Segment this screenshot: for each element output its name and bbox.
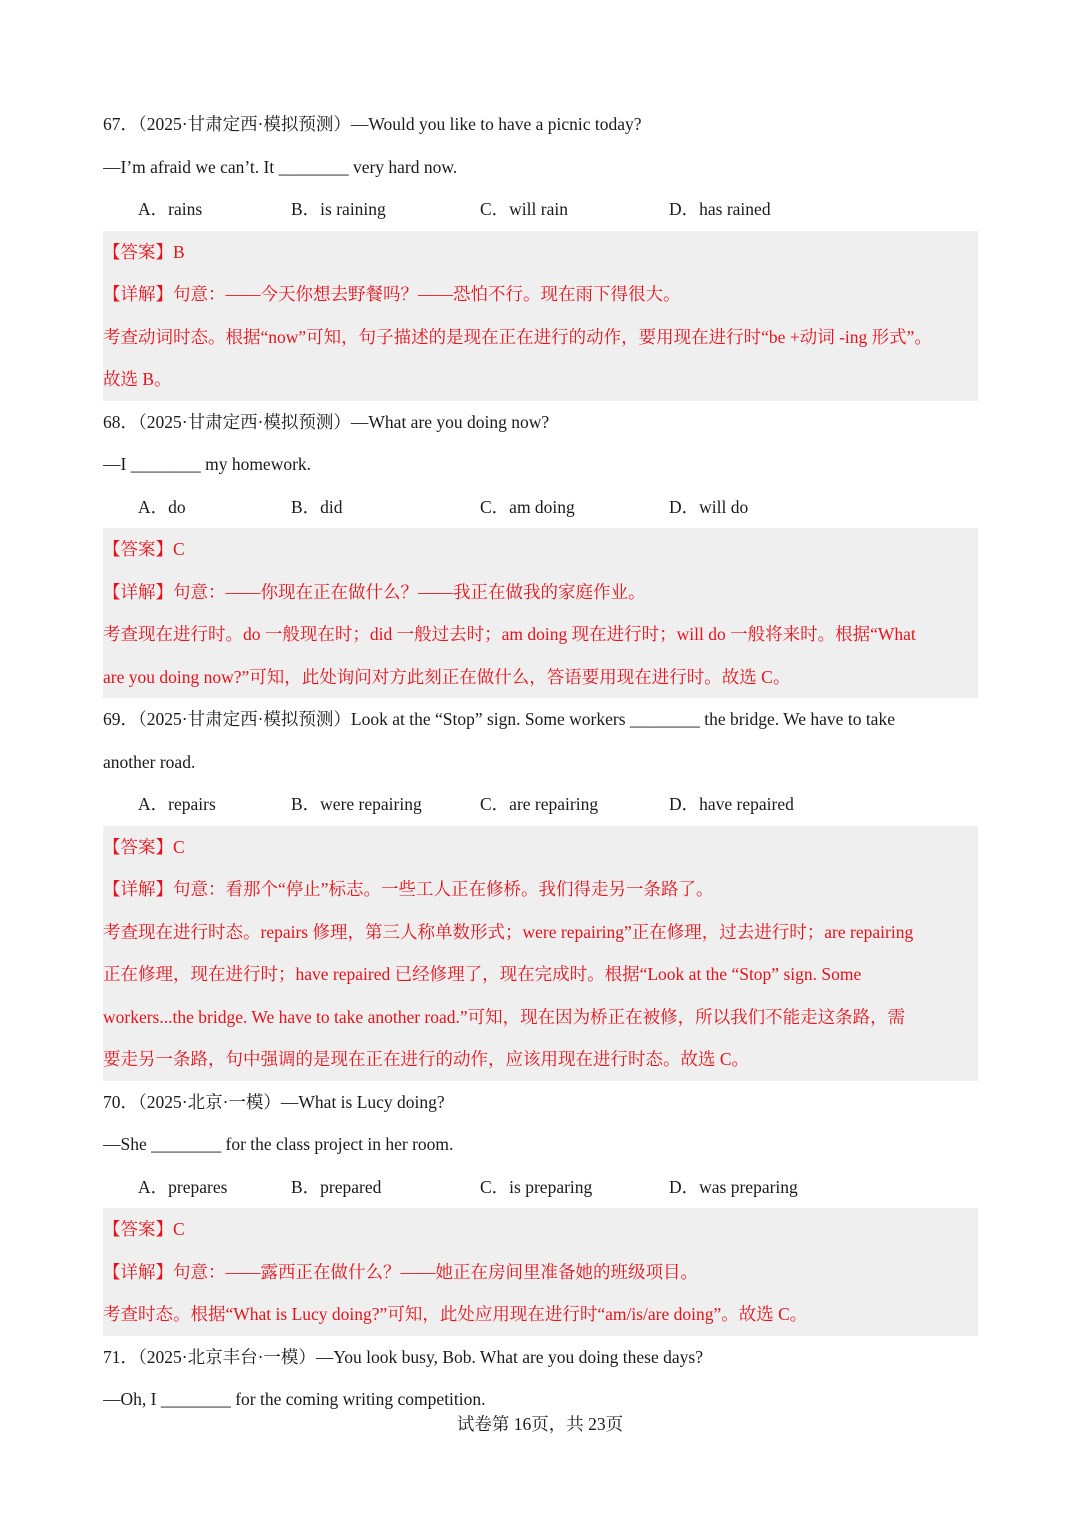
analysis-line: 正在修理，现在进行时；have repaired 已经修理了，现在完成时。根据“Look at the “Stop” sign. Some <box>103 964 862 984</box>
question-69 <box>103 698 978 1081</box>
question-70 <box>103 1081 978 1336</box>
option-b: B．did <box>291 496 343 517</box>
analysis-line: 要走另一条路，句中强调的是现在正在进行的动作，应该用现在进行时态。故选 C。 <box>103 1049 750 1069</box>
answer-box <box>103 826 978 1081</box>
detail-line: 【详解】句意：看那个“停止”标志。一些工人正在修桥。我们得走另一条路了。 <box>103 879 714 899</box>
option-c: C．are repairing <box>480 794 599 814</box>
options-row <box>103 486 978 529</box>
page-footer: 试卷第 16页，共 23页 <box>456 1414 624 1434</box>
analysis-line: 考查现在进行时态。repairs 修理，第三人称单数形式；were repairing”正在修理，过去进行时；are repairing <box>103 921 914 942</box>
question-67 <box>103 103 978 401</box>
analysis-line: 考查动词时态。根据“now”可知，句子描述的是现在正在进行的动作，要用现在进行时“be +动词 -ing 形式”。 <box>103 326 932 347</box>
analysis-line: are you doing now?”可知，此处询问对方此刻正在做什么，答语要用现在进行时。故选 C。 <box>103 666 791 687</box>
question-stem: —She ________ for the class project in her room. <box>103 1134 454 1154</box>
analysis-line: 考查时态。根据“What is Lucy doing?”可知，此处应用现在进行时“am/is/are doing”。故选 C。 <box>103 1304 808 1324</box>
detail-line: 【详解】句意：——露西正在做什么？——她正在房间里准备她的班级项目。 <box>103 1261 698 1282</box>
option-b: B．prepared <box>291 1176 382 1197</box>
answer-box <box>103 1208 978 1336</box>
analysis-line: 考查现在进行时。do 一般现在时；did 一般过去时；am doing 现在进行时；will do 一般将来时。根据“What <box>103 624 916 644</box>
option-c: C．is preparing <box>480 1176 593 1197</box>
question-stem: —I ________ my homework. <box>103 454 312 474</box>
options-row <box>103 1166 978 1209</box>
question-68 <box>103 401 978 699</box>
option-d: D．will do <box>669 496 749 517</box>
answer-line: 【答案】B <box>103 241 185 262</box>
option-a: A．rains <box>138 199 203 219</box>
question-stem: 69．（2025·甘肃定西·模拟预测）Look at the “Stop” sign. Some workers ________ the bridge. We have to take <box>103 709 895 729</box>
detail-line: 【详解】句意：——你现在正在做什么？——我正在做我的家庭作业。 <box>103 581 646 602</box>
question-stem: another road. <box>103 751 196 772</box>
analysis-line: workers...the bridge. We have to take another road.”可知，现在因为桥正在被修，所以我们不能走这条路，需 <box>103 1006 906 1027</box>
question-stem: —Oh, I ________ for the coming writing competition. <box>103 1389 486 1409</box>
question-71 <box>103 1336 978 1421</box>
answer-line: 【答案】C <box>103 1219 185 1239</box>
option-d: D．was preparing <box>669 1176 798 1197</box>
option-c: C．am doing <box>480 496 575 517</box>
question-stem: 67．（2025·甘肃定西·模拟预测）—Would you like to have a picnic today? <box>103 114 642 134</box>
options-row <box>103 783 978 826</box>
option-d: D．have repaired <box>669 794 794 814</box>
option-d: D．has rained <box>669 199 771 219</box>
answer-line: 【答案】C <box>103 539 185 559</box>
detail-line: 【详解】句意：——今天你想去野餐吗？——恐怕不行。现在雨下得很大。 <box>103 284 681 304</box>
answer-box <box>103 231 978 401</box>
analysis-line: 故选 B。 <box>103 369 172 389</box>
option-c: C．will rain <box>480 199 568 219</box>
option-a: A．do <box>138 496 186 517</box>
option-b: B．is raining <box>291 199 386 219</box>
option-a: A．prepares <box>138 1176 228 1197</box>
options-row <box>103 188 978 231</box>
answer-box <box>103 528 978 698</box>
answer-line: 【答案】C <box>103 836 185 857</box>
question-stem: —I’m afraid we can’t. It ________ very hard now. <box>103 156 458 177</box>
question-stem: 68．（2025·甘肃定西·模拟预测）—What are you doing now? <box>103 411 550 432</box>
option-b: B．were repairing <box>291 794 422 814</box>
question-stem: 71．（2025·北京丰台·一模）—You look busy, Bob. What are you doing these days? <box>103 1346 703 1367</box>
exam-page <box>103 103 978 1421</box>
question-stem: 70．（2025·北京·一模）—What is Lucy doing? <box>103 1091 445 1112</box>
option-a: A．repairs <box>138 794 216 814</box>
